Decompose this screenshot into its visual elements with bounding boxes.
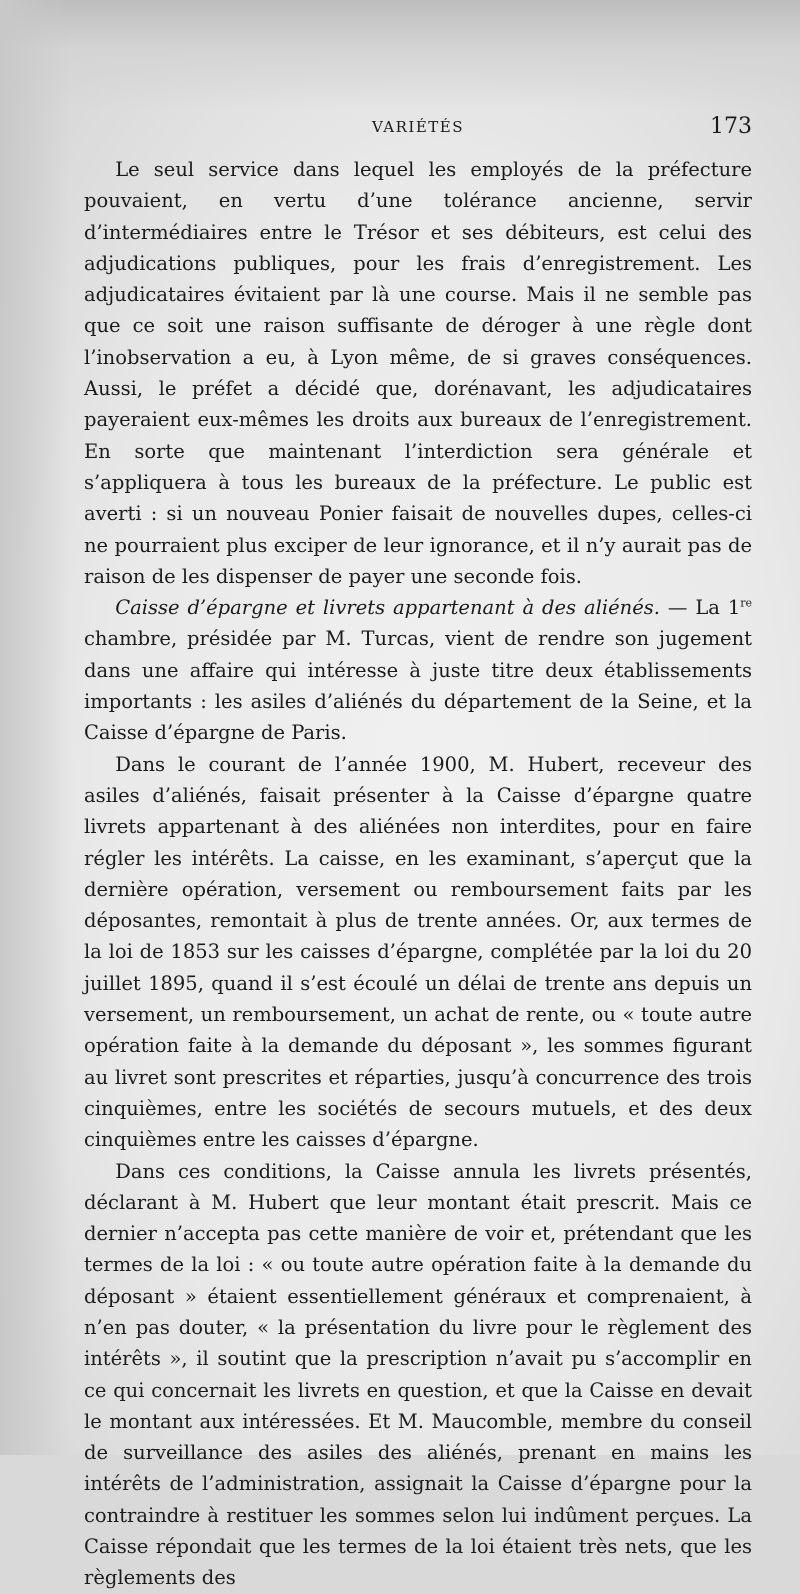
body-text [84,154,752,1594]
section-title: Caisse d’épargne et livrets appartenant à des aliénés. [115,596,660,620]
paragraph-hubert: Dans le courant de l’année 1900, M. Hubert, receveur des asiles d’aliénés, faisait présenter à la Caisse d’épargne quatre livrets appartenant à des aliénées non interdites, pour en faire régler les intérêts. La caisse, en les examinant, s’aperçut que la dernière opération, versement ou remboursement faits par les déposantes, remontait à plus de trente années. Or, aux termes de la loi de 1853 sur les caisses d’épargne, complétée par la loi du 20 juillet 1895, quand il s’est écoulé un délai de trente ans depuis un versement, un remboursement, un achat de rente, ou « toute autre opération faite à la demande du déposant », les sommes figurant au livret sont prescrites et réparties, jusqu’à concurrence des trois cinquièmes, entre les sociétés de secours mutuels, et des deux cinquièmes entre les caisses d’épargne. [84,752,752,1152]
section-dash: — La 1 [659,596,741,620]
paragraph-prefecture: Le seul service dans lequel les employés de la préfecture pouvaient, en vertu d’une tolérance ancienne, servir d’intermédiaires entre le Trésor et ses débiteurs, est celui des adjudications publiques, pour les frais d’enregistrement. Les adjudicataires évitaient par là une course. Mais il ne semble pas que ce soit une raison suffisante de déroger à une règle dont l’inobservation a eu, à Lyon même, de si graves conséquences. Aussi, le préfet a décidé que, dorénavant, les adjudicataires payeraient eux-mêmes les droits aux bureaux de l’enregistrement. En sorte que maintenant l’interdiction sera générale et s’appliquera à tous les bureaux de la préfecture. Le public est averti : si un nouveau Ponier faisait de nouvelles dupes, celles-ci ne pourraient plus exciper de leur ignorance, et il n’y aurait pas de raison de les dispenser de payer une seconde fois. [84,158,752,588]
scan-shadow-top [0,0,800,110]
section-text: chambre, présidée par M. Turcas, vient de rendre son jugement dans une affaire qui intéresse à juste titre deux établissements importants : les asiles d’aliénés du département de la Seine, et la Caisse d’épargne de Paris. [84,627,752,745]
ordinal-superscript: re [740,596,753,610]
running-header [84,114,752,144]
paragraph-conditions: Dans ces conditions, la Caisse annula les livrets présentés, déclarant à M. Hubert que leur montant était prescrit. Mais ce dernier n’accepta pas cette manière de voir et, prétendant que les termes de la loi : « ou toute autre opération faite à la demande du déposant » étaient essentiellement généraux et comprenaient, à n’en pas douter, « la présentation du livre pour le règlement des intérêts », il soutint que la prescription n’avait pu s’accomplir en ce qui concernait les livrets en question, et que la Caisse en devait le montant aux intéressées. Et M. Maucomble, membre du conseil de surveillance des asiles des aliénés, prenant en mains les intérêts de l’administration, assignait la Caisse d’épargne pour la contraindre à restituer les sommes selon lui indûment perçues. La Caisse répondait que les termes de la loi étaient très nets, que les règlements des [84,1159,752,1590]
scan-shadow-left [0,0,70,1455]
paragraph-caisse-epargne [84,592,752,748]
page-number: 173 [710,114,752,139]
running-title: VARIÉTÉS [371,118,465,136]
